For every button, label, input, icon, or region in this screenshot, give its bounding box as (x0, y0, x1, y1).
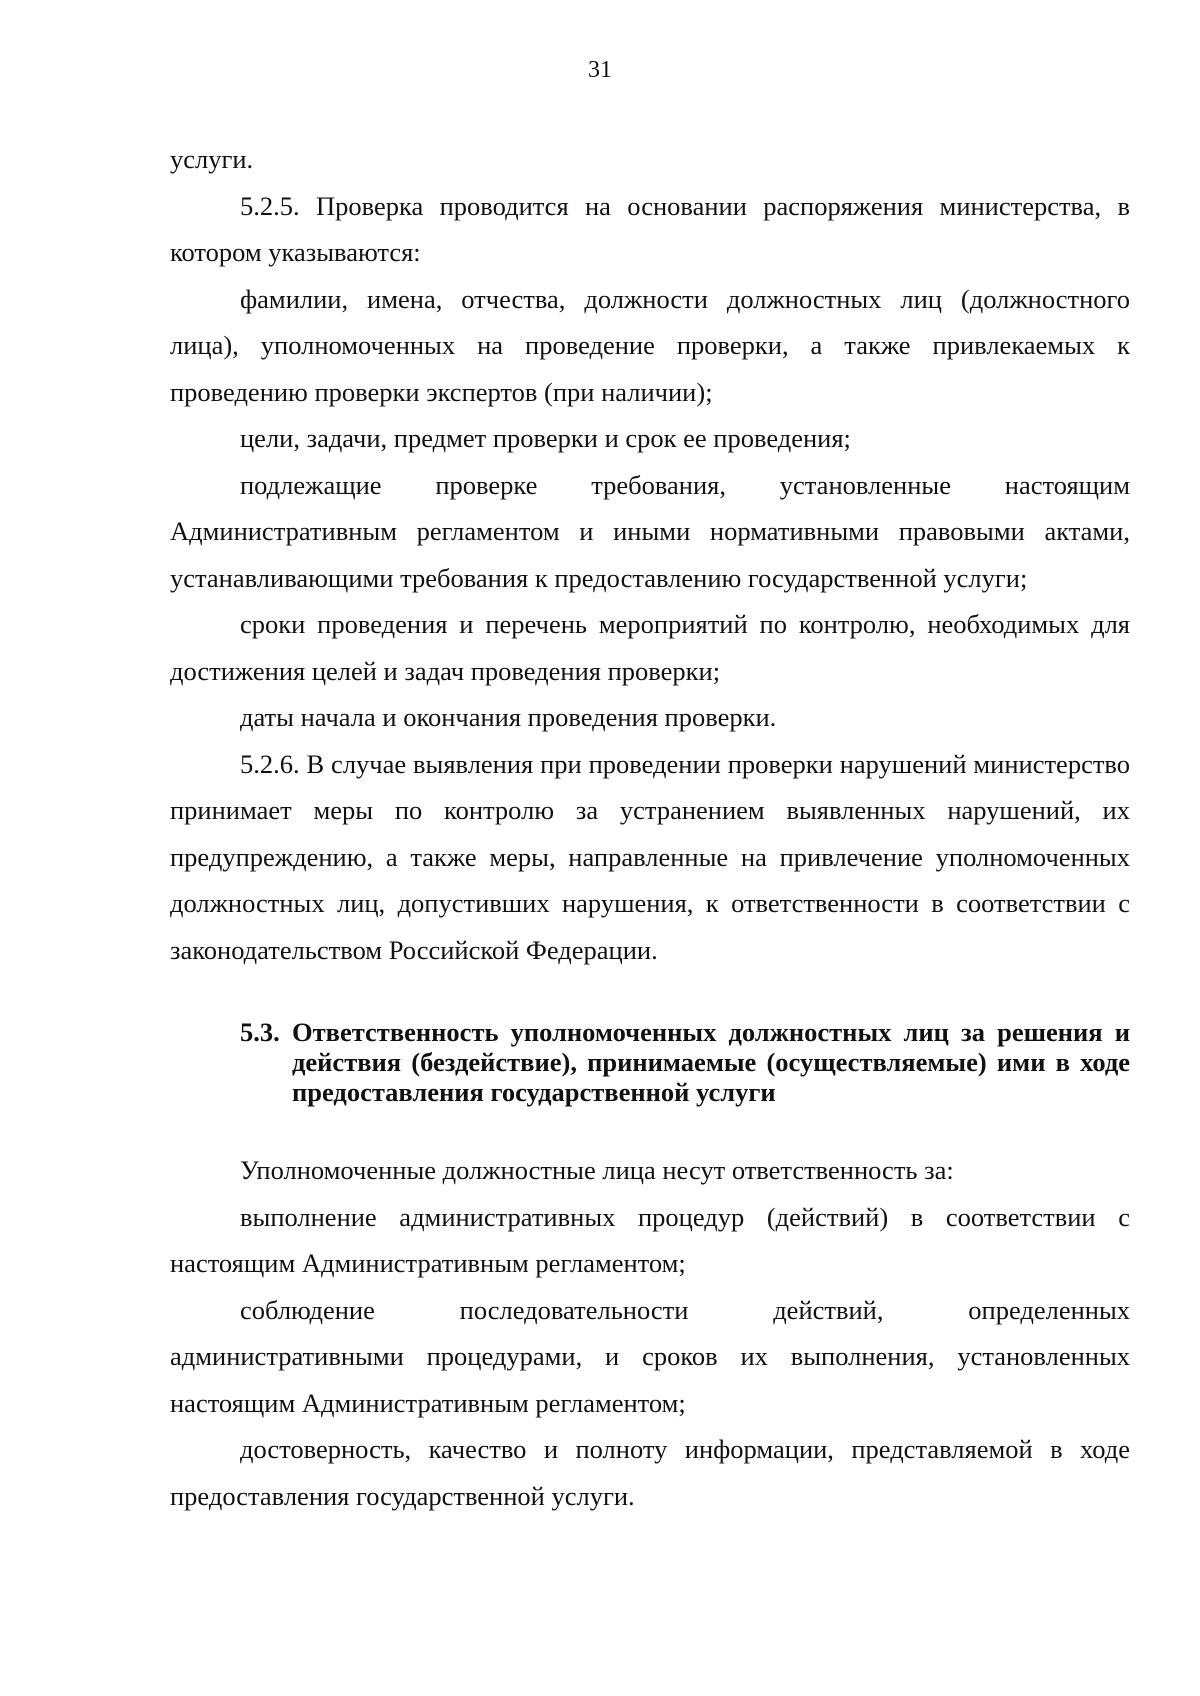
document-body (170, 136, 1130, 1519)
page-number: 31 (588, 57, 612, 83)
paragraph: 5.2.6. В случае выявления при проведении проверки нарушений министерство принимает меры по контролю за устранением выявленных нарушений, их предупреждению, а также меры, направленные на привлечение уполномоченных должностных лиц, допустивших нарушения, к ответственности в соответствии с законодательством Российской Федерации. (170, 748, 1130, 965)
section-heading (170, 1017, 1130, 1107)
section-title: Ответственность уполномоченных должностных лиц за решения и действия (бездействие), принимаемые (осуществляемые) ими в ходе предоставления государственной услуги (292, 1017, 1130, 1107)
paragraph: подлежащие проверке требования, установленные настоящим Административным регламентом и иными нормативными правовыми актами, устанавливающими требования к предоставлению государственной услуги; (170, 469, 1130, 593)
paragraph: сроки проведения и перечень мероприятий по контролю, необходимых для достижения целей и задач проведения проверки; (170, 609, 1130, 686)
paragraph: фамилии, имена, отчества, должности должностных лиц (должностного лица), уполномоченных на проведение проверки, а также привлекаемых к проведению проверки экспертов (при наличии); (170, 283, 1130, 407)
paragraph: соблюдение последовательности действий, определенных административными процедурами, и сроков их выполнения, установленных настоящим Административным регламентом; (170, 1294, 1130, 1418)
section-number: 5.3. (240, 1017, 280, 1047)
paragraph: выполнение административных процедур (действий) в соответствии с настоящим Административным регламентом; (170, 1201, 1130, 1278)
paragraph: цели, задачи, предмет проверки и срок ее проведения; (240, 423, 851, 453)
paragraph: даты начала и окончания проведения проверки. (240, 702, 777, 732)
paragraph: достоверность, качество и полноту информации, представляемой в ходе предоставления государственной услуги. (170, 1434, 1130, 1511)
paragraph: 5.2.5. Проверка проводится на основании распоряжения министерства, в котором указываются: (170, 190, 1130, 267)
paragraph: услуги. (170, 144, 254, 174)
paragraph: Уполномоченные должностные лица несут ответственность за: (240, 1155, 954, 1185)
